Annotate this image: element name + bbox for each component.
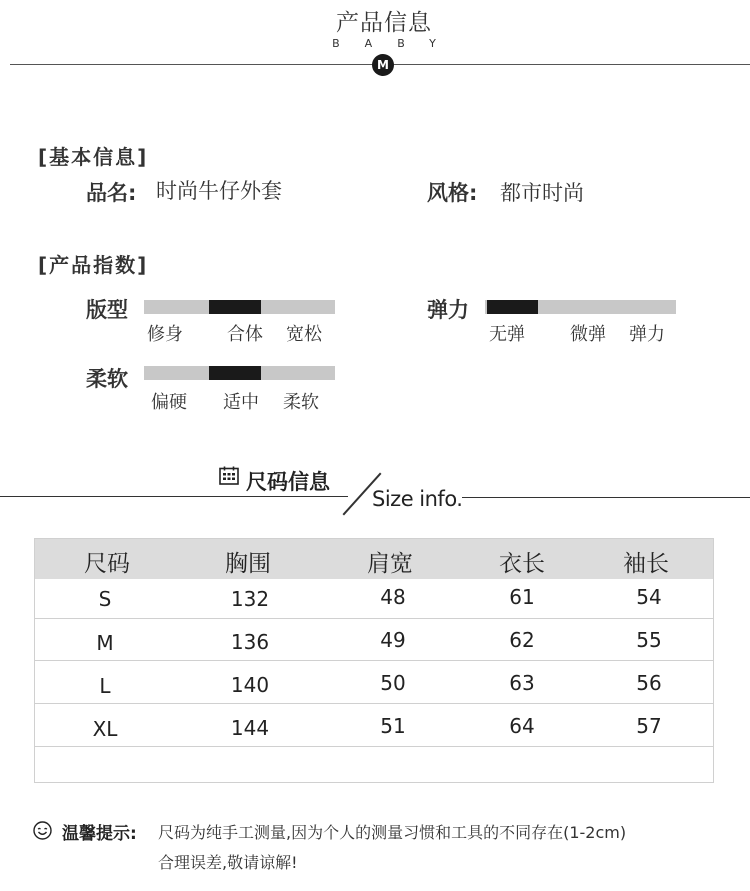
table-cell: 132 bbox=[230, 587, 270, 611]
row-divider bbox=[35, 746, 713, 747]
size-info-subtitle: Size info. bbox=[372, 487, 463, 511]
calendar-icon bbox=[219, 466, 239, 485]
product-name-value: 时尚牛仔外套 bbox=[156, 179, 282, 203]
fit-scale-1: 修身 bbox=[147, 324, 183, 345]
product-name-label: 品名: bbox=[86, 181, 137, 205]
table-cell: 56 bbox=[636, 671, 662, 695]
table-cell: 54 bbox=[636, 585, 662, 609]
table-cell: 57 bbox=[636, 714, 662, 738]
header-sleeve: 袖长 bbox=[623, 551, 669, 577]
style-value: 都市时尚 bbox=[500, 181, 584, 205]
soft-bar bbox=[144, 366, 335, 380]
elastic-label: 弹力 bbox=[427, 298, 469, 322]
note-text-line1: 尺码为纯手工测量,因为个人的测量习惯和工具的不同存在(1-2cm) bbox=[158, 823, 627, 842]
page-title: 产品信息 bbox=[336, 10, 432, 36]
size-divider-right bbox=[462, 497, 750, 498]
table-cell: L bbox=[99, 674, 111, 698]
table-cell: 48 bbox=[380, 585, 406, 609]
header-shoulder: 肩宽 bbox=[367, 551, 413, 577]
fit-scale-3: 宽松 bbox=[286, 324, 322, 345]
header-length: 衣长 bbox=[499, 551, 545, 577]
table-cell: XL bbox=[92, 717, 118, 741]
soft-scale-3: 柔软 bbox=[283, 392, 319, 413]
table-cell: 64 bbox=[509, 714, 535, 738]
page-subtitle: BABY bbox=[332, 37, 461, 50]
elastic-scale-3: 弹力 bbox=[629, 324, 665, 345]
header-size: 尺码 bbox=[84, 551, 130, 577]
header-badge: M bbox=[372, 54, 394, 76]
size-table bbox=[34, 538, 714, 783]
fit-bar-indicator bbox=[209, 300, 261, 314]
soft-scale-2: 适中 bbox=[223, 392, 259, 413]
elastic-bar-indicator bbox=[487, 300, 538, 314]
header-chest: 胸围 bbox=[225, 551, 271, 577]
fit-bar bbox=[144, 300, 335, 314]
style-label: 风格: bbox=[427, 181, 478, 205]
table-cell: 50 bbox=[380, 671, 406, 695]
row-divider bbox=[35, 703, 713, 704]
soft-label: 柔软 bbox=[86, 367, 128, 391]
row-divider bbox=[35, 618, 713, 619]
note-label: 温馨提示: bbox=[62, 824, 137, 844]
table-cell: 62 bbox=[509, 628, 535, 652]
table-cell: 136 bbox=[230, 630, 270, 654]
table-cell: 61 bbox=[509, 585, 535, 609]
elastic-bar bbox=[485, 300, 676, 314]
table-cell: M bbox=[96, 631, 114, 655]
fit-scale-2: 合体 bbox=[227, 324, 263, 345]
table-cell: 51 bbox=[380, 714, 406, 738]
table-cell: 49 bbox=[380, 628, 406, 652]
table-cell: S bbox=[98, 587, 112, 611]
fit-label: 版型 bbox=[86, 298, 128, 322]
table-cell: 140 bbox=[230, 673, 270, 697]
table-cell: 55 bbox=[636, 628, 662, 652]
table-cell: 63 bbox=[509, 671, 535, 695]
soft-scale-1: 偏硬 bbox=[151, 392, 187, 413]
elastic-scale-2: 微弹 bbox=[570, 324, 606, 345]
basic-info-heading: [基本信息] bbox=[38, 145, 149, 169]
size-divider-left bbox=[0, 496, 348, 497]
table-cell: 144 bbox=[230, 716, 270, 740]
note-text-line2: 合理误差,敬请谅解! bbox=[158, 853, 298, 872]
row-divider bbox=[35, 660, 713, 661]
smiley-icon bbox=[33, 821, 52, 840]
soft-bar-indicator bbox=[209, 366, 261, 380]
size-info-title: 尺码信息 bbox=[246, 470, 330, 494]
elastic-scale-1: 无弹 bbox=[489, 324, 525, 345]
product-index-heading: [产品指数] bbox=[38, 253, 149, 277]
